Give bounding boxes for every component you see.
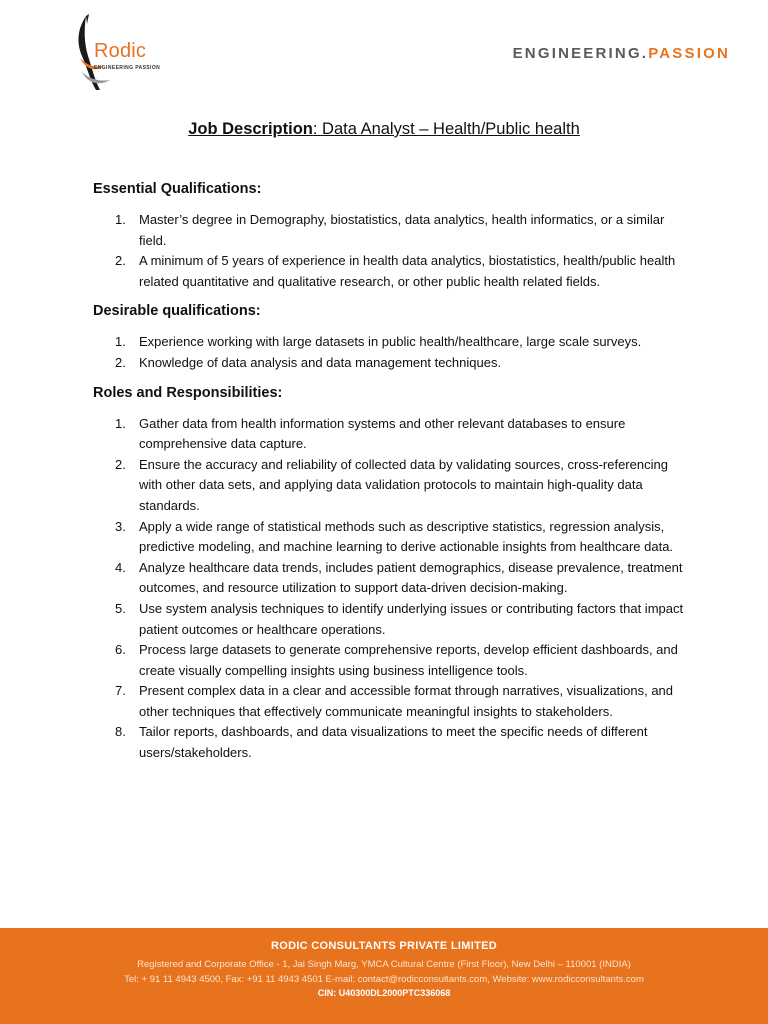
company-logo — [70, 12, 180, 92]
footer-cin: CIN: U40300DL2000PTC336068 — [317, 988, 451, 998]
header-tagline — [513, 45, 730, 62]
document-body — [93, 178, 693, 772]
desirable-qualifications-list — [93, 332, 693, 373]
list-item: 8. Tailor reports, dashboards, and data visualizations to meet the specific needs of different users/stakeholders. — [115, 724, 648, 761]
section-heading-roles: Roles and Responsibilities: — [93, 384, 283, 401]
list-item: 1. Experience working with large datasets in public health/healthcare, large scale surveys. — [115, 334, 642, 350]
section-heading-essential: Essential Qualifications: — [93, 181, 262, 197]
tagline-engineering: ENGINEERING. — [512, 45, 649, 62]
title-rest: : Data Analyst – Health/Public health — [312, 120, 580, 138]
list-item: 6. Process large datasets to generate comprehensive reports, develop efficient dashboards, and create visually compelling insights using business intelligence tools. — [115, 642, 678, 678]
footer-address: Registered and Corporate Office - 1, Jai Singh Marg, YMCA Cultural Centre (First Floor), New Delhi – 110001 (INDIA) — [137, 959, 631, 970]
essential-qualifications-list — [93, 210, 693, 292]
logo-tagline: ENGINEERING PASSION — [94, 65, 161, 71]
logo-wordmark: Rodic — [94, 40, 147, 62]
roles-responsibilities-list — [93, 414, 693, 764]
list-item: 1. Master’s degree in Demography, biostatistics, data analytics, health informatics, or a similar field. — [115, 212, 665, 248]
page-header — [0, 0, 768, 100]
section-heading-desirable: Desirable qualifications: — [93, 303, 261, 320]
list-item: 2. Ensure the accuracy and reliability of collected data by validating sources, cross-referencing with other data sets, and applying data validation protocols to maintain high-quality data standards. — [115, 456, 668, 513]
tagline-passion: PASSION — [648, 45, 730, 62]
footer-company-name: RODIC CONSULTANTS PRIVATE LIMITED — [270, 940, 498, 952]
title-prefix: Job Description — [188, 120, 313, 138]
page-title — [0, 120, 768, 139]
list-item: 2. A minimum of 5 years of experience in health data analytics, biostatistics, health/public health related quantitative and qualitative research, or other public health related fields. — [115, 253, 676, 289]
page-footer — [0, 928, 768, 1024]
list-item: 4. Analyze healthcare data trends, includes patient demographics, disease prevalence, treatment outcomes, and resource utilization to support data-driven decision-making. — [115, 559, 683, 596]
list-item: 1. Gather data from health information systems and other relevant databases to ensure comprehensive data capture. — [115, 415, 626, 452]
list-item: 2. Knowledge of data analysis and data management techniques. — [115, 354, 502, 370]
list-item: 5. Use system analysis techniques to identify underlying issues or contributing factors that impact patient outcomes or healthcare operations. — [115, 600, 684, 637]
list-item: 7. Present complex data in a clear and accessible format through narratives, visualizations, and other techniques that effectively communicate meaningful insights to stakeholders. — [115, 683, 674, 719]
footer-contact: Tel: + 91 11 4943 4500, Fax: +91 11 4943 4501 E-mail: contact@rodicconsultants.com, Website: www.rodicconsultants.com — [124, 974, 644, 985]
list-item: 3. Apply a wide range of statistical methods such as descriptive statistics, regression analysis, predictive modeling, and machine learning to derive actionable insights from healthcare data. — [115, 518, 674, 555]
